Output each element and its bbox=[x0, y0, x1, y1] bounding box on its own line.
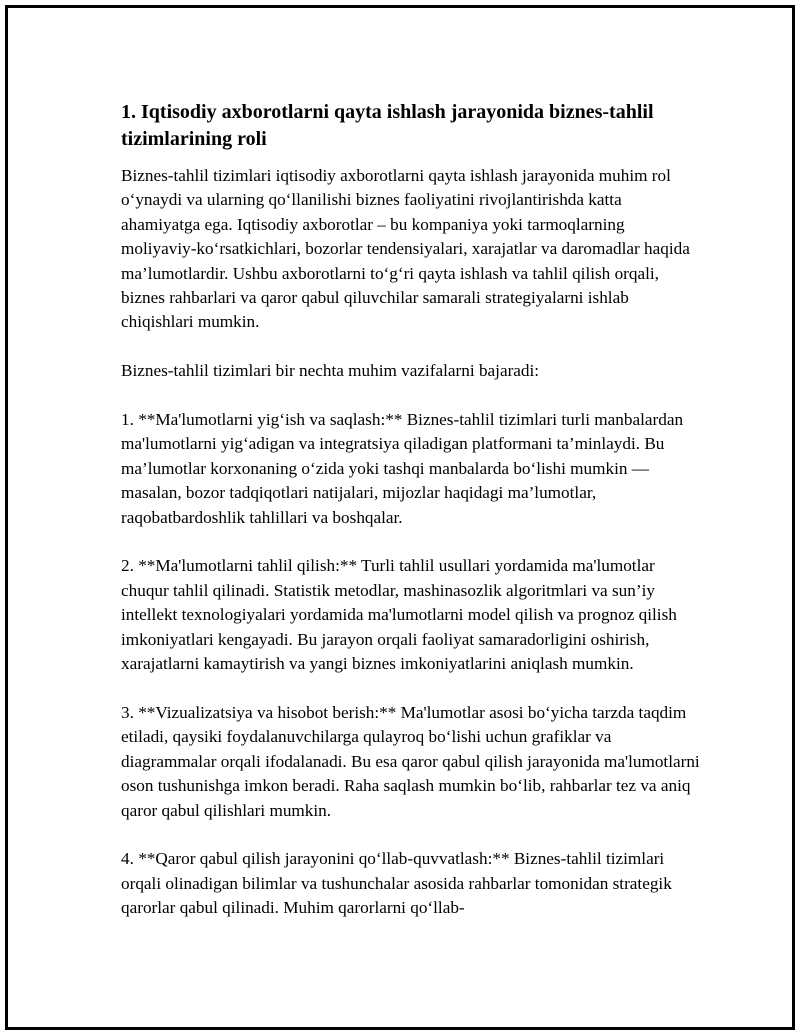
page-frame bbox=[5, 5, 795, 1030]
section-heading: 1. Iqtisodiy axborotlarni qayta ishlash jarayonida biznes-tahlil tizimlarining roli bbox=[121, 101, 654, 150]
document-body bbox=[121, 99, 701, 945]
list-item-visualization: 3. **Vizualizatsiya va hisobot berish:** Ma'lumotlar asosi bo‘yicha tarzda taqdim etiladi, qaysiki foydalanuvchilarga qulayroq bo‘lishi uchun grafiklar va diagrammalar orqali ifodalanadi. Bu esa qaror qabul qilish jarayonida ma'lumotlarni oson tushunishga imkon beradi. Raha saqlash mumkin bo‘lib, rahbarlar tez va aniq qaror qabul qilishlari mumkin. bbox=[121, 702, 700, 820]
list-item-data-collection: 1. **Ma'lumotlarni yig‘ish va saqlash:** Biznes-tahlil tizimlari turli manbalardan ma'lumotlarni yig‘adigan va integratsiya qiladigan platformani ta’minlaydi. Bu ma’lumotlar korxonaning o‘zida yoki tashqi manbalarda bo‘lishi mumkin — masalan, bozor tadqiqotlari natijalari, mijozlar haqidagi ma’lumotlar, raqobatbardoshlik tahlillari va boshqalar. bbox=[121, 410, 684, 527]
list-item-decision-support: 4. **Qaror qabul qilish jarayonini qo‘llab-quvvatlash:** Biznes-tahlil tizimlari orqali olinadigan bilimlar va tushunchalar asosida rahbarlar tomonidan strategik qarorlar qabul qilinadi. Muhim qarorlarni qo‘llab- bbox=[121, 849, 672, 918]
intro-paragraph: Biznes-tahlil tizimlari iqtisodiy axborotlarni qayta ishlash jarayonida muhim rol o‘ynaydi va ularning qo‘llanilishi biznes faoliyatini rivojlantirishda katta ahamiyatga ega. Iqtisodiy axborotlar – bu kompaniya yoki tarmoqlarning moliyaviy-ko‘rsatkichlari, bozorlar tendensiyalari, xarajatlar va daromadlar haqida ma’lumotlardir. Ushbu axborotlarni to‘g‘ri qayta ishlash va tahlil qilish orqali, biznes rahbarlari va qaror qabul qiluvchilar samarali strategiyalarni ishlab chiqishlari mumkin. bbox=[121, 166, 690, 332]
list-item-data-analysis: 2. **Ma'lumotlarni tahlil qilish:** Turli tahlil usullari yordamida ma'lumotlar chuqur tahlil qilinadi. Statistik metodlar, mashinasozlik algoritmlari va sun’iy intellekt texnologiyalari yordamida ma'lumotlarni model qilish va prognoz qilish imkoniyatlari kengayadi. Bu jarayon orqali faoliyat samaradorligini oshirish, xarajatlarni kamaytirish va yangi biznes imkoniyatlarini aniqlash mumkin. bbox=[121, 556, 677, 674]
functions-intro-paragraph: Biznes-tahlil tizimlari bir nechta muhim vazifalarni bajaradi: bbox=[121, 361, 540, 381]
